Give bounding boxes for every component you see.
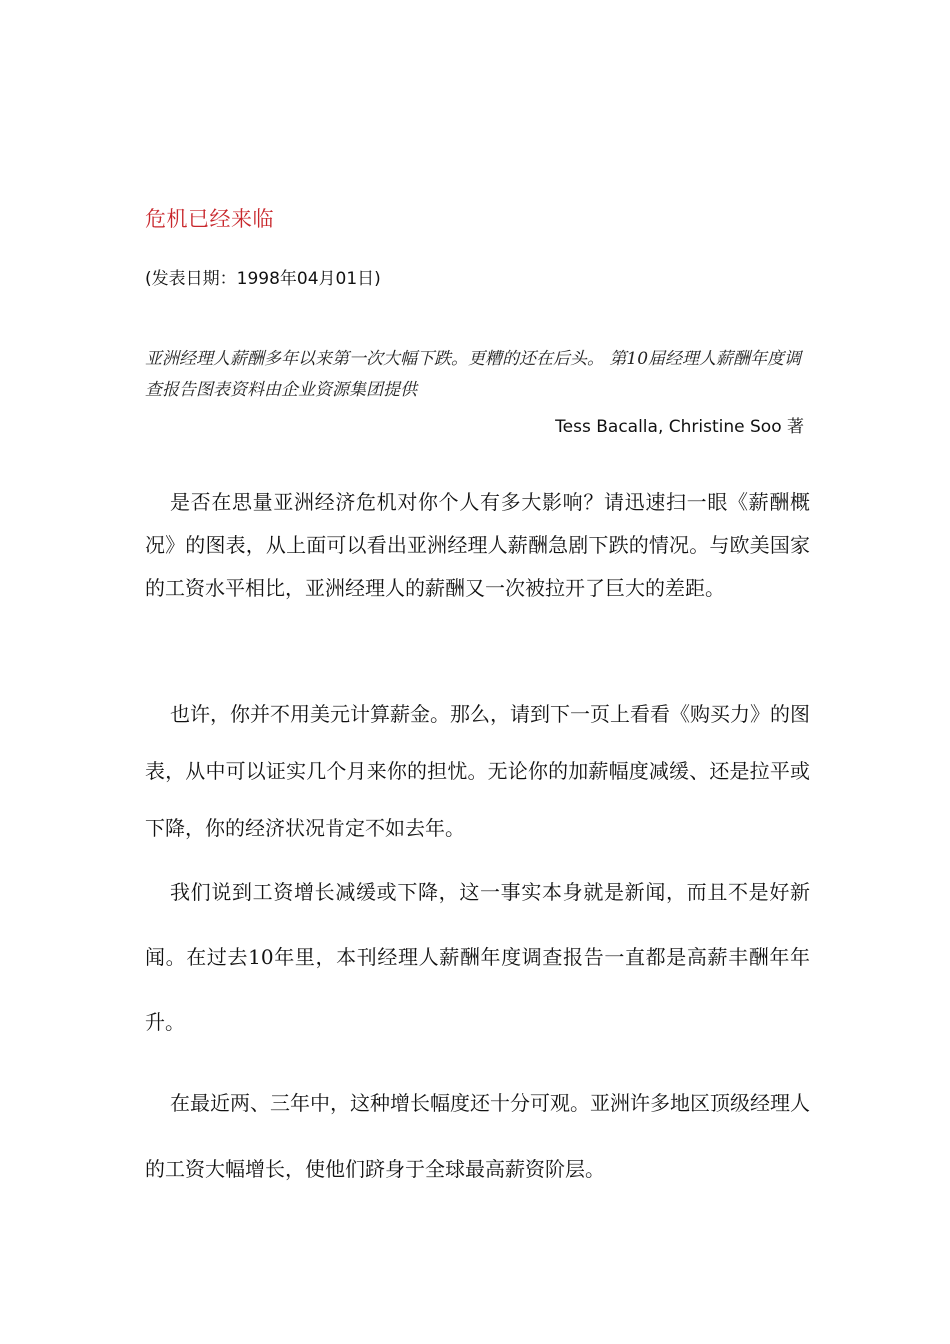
body-paragraph-3: 我们说到工资增长减缓或下降，这一事实本身就是新闻，而且不是好新闻。在过去10年里，本刊经理人薪酬年度调查报告一直都是高薪丰酬年年升。 — [145, 880, 810, 1034]
body-paragraph-1: 是否在思量亚洲经济危机对你个人有多大影响？请迅速扫一眼《薪酬概况》的图表，从上面可以看出亚洲经理人薪酬急剧下跌的情况。与欧美国家的工资水平相比，亚洲经理人的薪酬又一次被拉开了巨大的差距。 — [145, 490, 810, 600]
publish-date: (发表日期：1998年04月01日) — [145, 269, 381, 289]
body-paragraph-4: 在最近两、三年中，这种增长幅度还十分可观。亚洲许多地区顶级经理人的工资大幅增长，使他们跻身于全球最高薪资阶层。 — [145, 1091, 810, 1181]
article-summary: 亚洲经理人薪酬多年以来第一次大幅下跌。更糟的还在后头。 第10届经理人薪酬年度调查报告图表资料由企业资源集团提供 — [145, 349, 802, 400]
article-authors: Tess Bacalla, Christine Soo 著 — [555, 417, 804, 437]
body-paragraph-2: 也许，你并不用美元计算薪金。那么，请到下一页上看看《购买力》的图表，从中可以证实几个月来你的担忧。无论你的加薪幅度减缓、还是拉平或下降，你的经济状况肯定不如去年。 — [145, 702, 810, 840]
article-title: 危机已经来临 — [145, 207, 274, 231]
